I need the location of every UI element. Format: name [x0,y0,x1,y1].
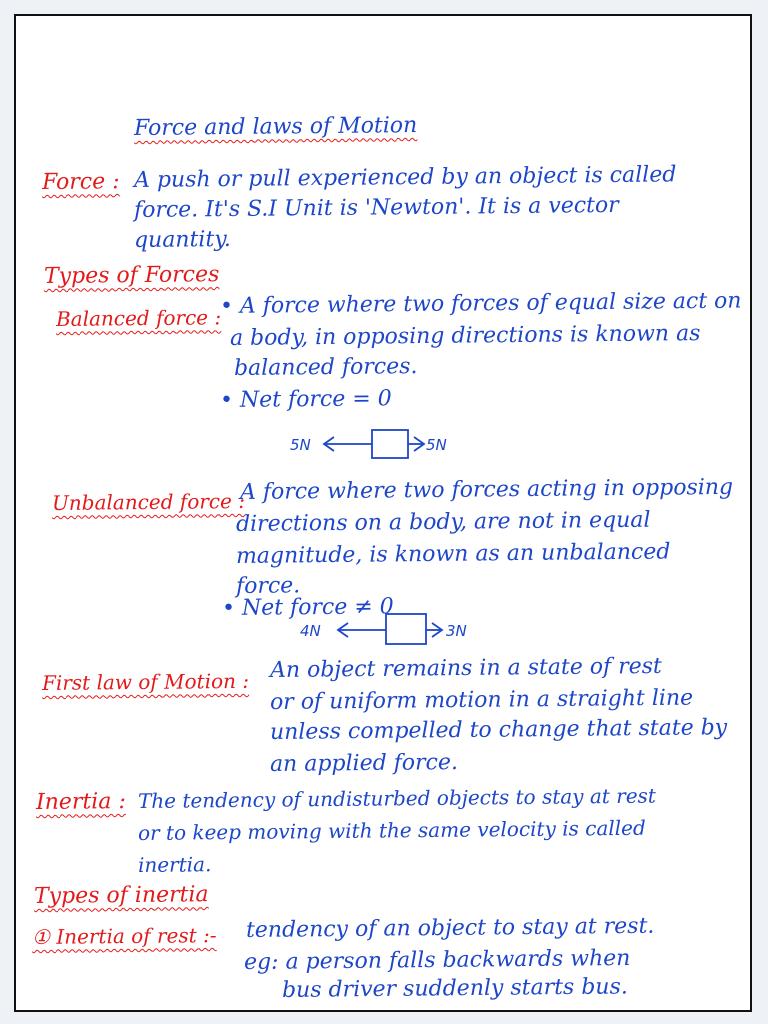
inertia-of-rest-line-1: tendency of an object to stay at rest. [245,913,655,943]
inertia-line-1: The tendency of undisturbed objects to stay at rest [137,783,657,813]
inertia-term: Inertia : [35,789,126,815]
page-title: Force and laws of Motion [133,113,418,141]
unbalanced-line-4: force. [235,573,301,599]
types-of-inertia-heading: Types of inertia [33,882,209,909]
force-term: Force : [41,169,120,195]
balanced-left-force-label: 5N [290,436,311,454]
force-line-1: A push or pull experienced by an object is called [133,162,677,193]
notebook-page [14,14,752,1012]
inertia-line-2: or to keep moving with the same velocity is called [137,815,646,845]
balanced-line-1: • A force where two forces of equal size act on [219,288,742,319]
inertia-line-3: inertia. [137,852,212,877]
balanced-force-diagram [284,420,484,464]
balanced-body-box [372,430,408,458]
first-law-line-3: unless compelled to change that state by [269,715,728,745]
inertia-of-rest-term: ① Inertia of rest :- [31,923,217,949]
unbalanced-line-3: magnitude, is known as an unbalanced [235,539,671,569]
first-law-line-4: an applied force. [269,750,459,777]
inertia-of-rest-line-3: bus driver suddenly starts bus. [281,974,628,1003]
balanced-net-force: • Net force = 0 [219,386,392,413]
force-line-3: quantity. [133,226,231,253]
types-of-forces-heading: Types of Forces [43,262,220,289]
first-law-line-1: An object remains in a state of rest [269,653,662,683]
unbalanced-force-term: Unbalanced force : [51,488,246,515]
unbalanced-line-2: directions on a body, are not in equal [235,507,651,537]
balanced-right-force-label: 5N [426,436,447,454]
balanced-line-2: a body, in opposing directions is known as [229,321,701,351]
inertia-of-rest-line-2: eg: a person falls backwards when [243,945,631,975]
unbalanced-left-force-label: 4N [300,622,321,640]
first-law-line-2: or of uniform motion in a straight line [269,685,694,715]
balanced-line-3: balanced forces. [233,354,418,381]
unbalanced-body-box [386,614,426,644]
unbalanced-net-force: • Net force ≠ 0 [221,594,394,621]
first-law-term: First law of Motion : [41,668,250,695]
unbalanced-line-1: A force where two forces acting in opposing [239,474,734,505]
balanced-force-term: Balanced force : [55,305,222,331]
unbalanced-right-force-label: 3N [446,622,467,640]
unbalanced-force-diagram [296,602,496,646]
force-line-2: force. It's S.I Unit is 'Newton'. It is a vector [133,192,619,223]
